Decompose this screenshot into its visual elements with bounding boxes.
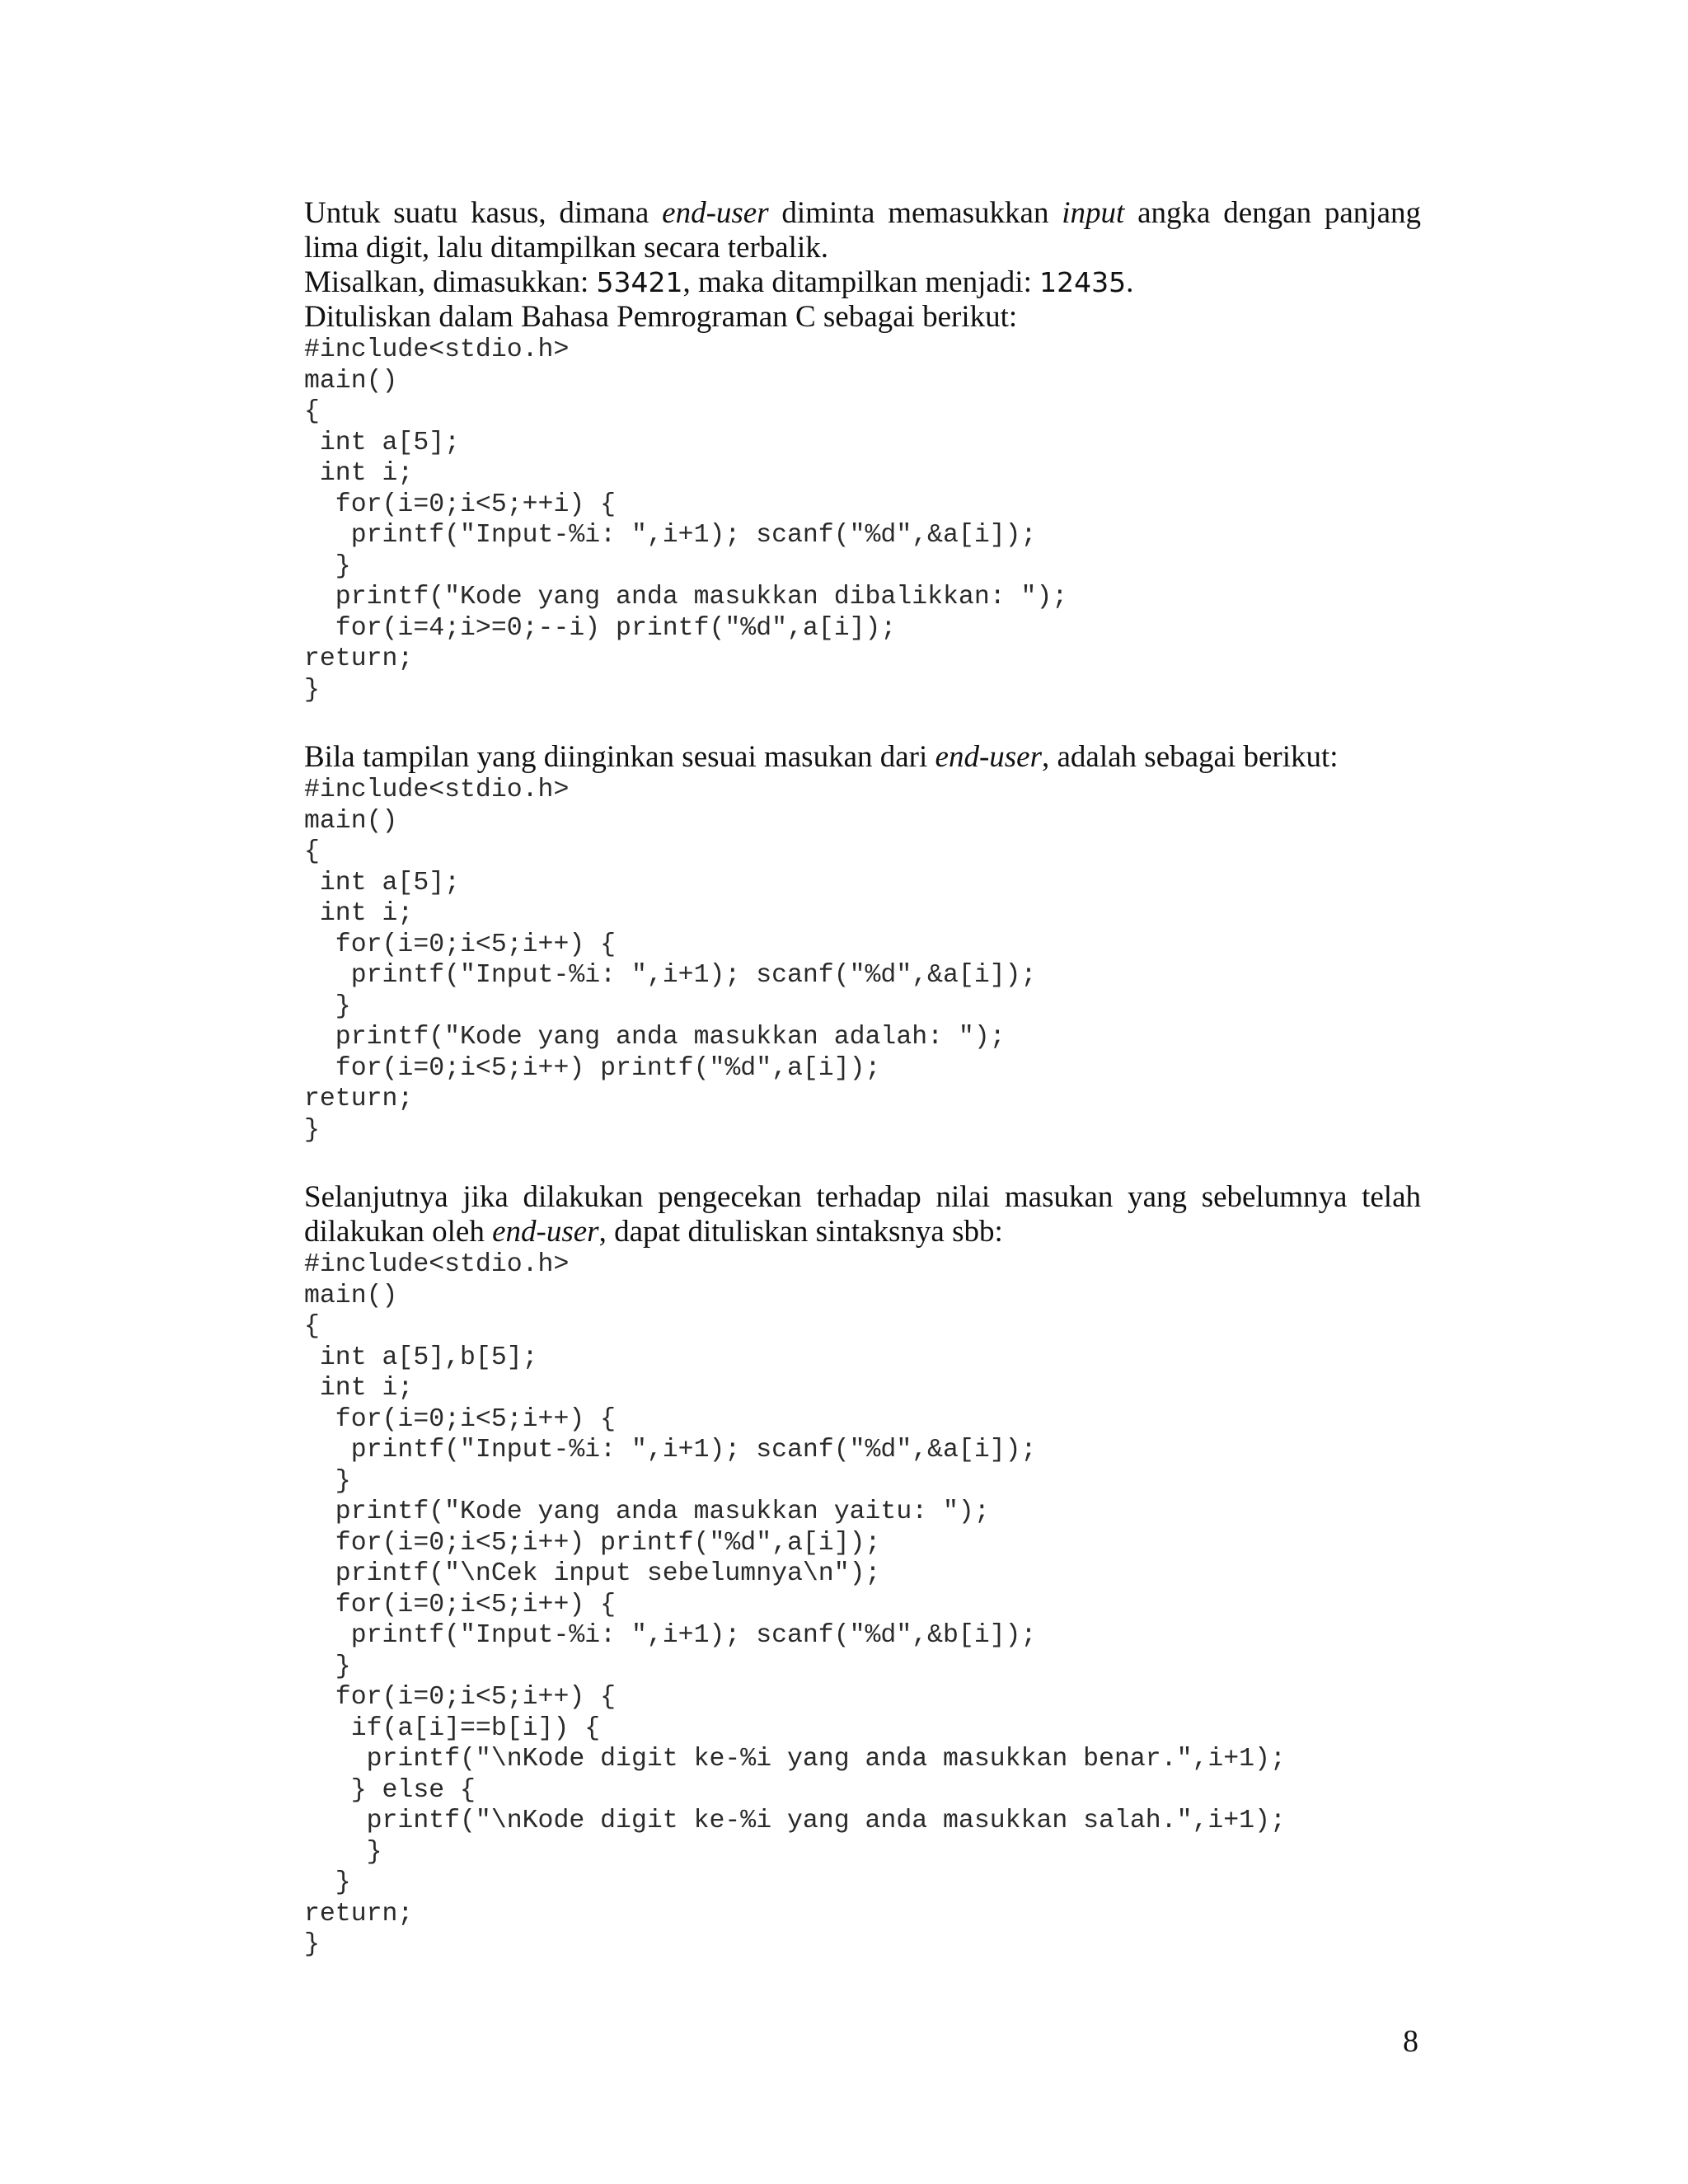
code-line: {: [304, 397, 320, 426]
code-line: return;: [304, 1085, 414, 1113]
code-line: printf("Input-%i: ",i+1); scanf("%d",&a[i]);: [304, 521, 1037, 550]
intro-text-3: angka dengan panjang lima digit, lalu ditampilkan secara terbalik.: [304, 196, 1421, 265]
code-line: main(): [304, 366, 398, 396]
code-line: {: [304, 1312, 320, 1341]
code-line: #include<stdio.h>: [304, 776, 570, 804]
intro-text-2: diminta memasukkan: [768, 196, 1062, 230]
example-paragraph: [304, 265, 1421, 300]
code-line: }: [304, 991, 351, 1021]
example-text-3: .: [1126, 265, 1134, 299]
intro-emphasis-end-user: end-user: [662, 196, 769, 230]
intro-emphasis-input: input: [1062, 196, 1125, 230]
code-lead-3: [304, 1180, 1421, 1249]
code-line: for(i=0;i<5;i++) {: [304, 1404, 617, 1434]
example-input-value: 53421: [596, 266, 683, 298]
code-line: }: [304, 1115, 320, 1145]
code-line: }: [304, 675, 320, 705]
code-line: #include<stdio.h>: [304, 335, 570, 364]
code-line: printf("Kode yang anda masukkan dibalikkan: ");: [304, 583, 1068, 612]
lead3-text-1: Selanjutnya jika dilakukan pengecekan terhadap nilai masukan yang sebelumnya telah dilakukan oleh: [304, 1180, 1421, 1249]
code-line: }: [304, 1466, 351, 1496]
code-line: int i;: [304, 899, 414, 928]
code-line: #include<stdio.h>: [304, 1250, 570, 1279]
code-line: for(i=0;i<5;i++) printf("%d",a[i]);: [304, 1053, 881, 1083]
code-line: int a[5];: [304, 868, 461, 898]
lead2-text-2: , adalah sebagai berikut:: [1042, 740, 1339, 774]
lead3-emphasis-end-user: end-user: [492, 1215, 599, 1249]
code-line: }: [304, 1837, 382, 1867]
code-line: return;: [304, 644, 414, 673]
intro-text-1: Untuk suatu kasus, dimana: [304, 196, 663, 230]
lead3-text-2: , dapat dituliskan sintaksnya sbb:: [598, 1215, 1003, 1249]
example-text-2: , maka ditampilkan menjadi:: [682, 265, 1040, 299]
code-line: printf("Kode yang anda masukkan adalah: ");: [304, 1023, 1006, 1052]
code-line: for(i=0;i<5;i++) {: [304, 930, 617, 959]
lead2-text-1: Bila tampilan yang diinginkan sesuai masukan dari: [304, 740, 935, 774]
code-line: for(i=0;i<5;i++) {: [304, 1590, 617, 1619]
code-block-display: [304, 775, 1421, 1146]
code-line: for(i=0;i<5;i++) printf("%d",a[i]);: [304, 1528, 881, 1558]
code-line: printf("Input-%i: ",i+1); scanf("%d",&b[i]);: [304, 1621, 1037, 1650]
code-line: }: [304, 1930, 320, 1959]
code-line: }: [304, 1652, 351, 1681]
code-line: {: [304, 837, 320, 866]
page-content: [304, 196, 1421, 1961]
code-lead-1: Dituliskan dalam Bahasa Pemrograman C sebagai berikut:: [304, 300, 1018, 334]
spacer: [304, 705, 1421, 740]
code-line: }: [304, 551, 351, 581]
code-line: printf("Input-%i: ",i+1); scanf("%d",&a[i]);: [304, 961, 1037, 990]
code-line: for(i=0;i<5;++i) {: [304, 490, 617, 519]
code-line: } else {: [304, 1775, 476, 1805]
code-line: for(i=4;i>=0;--i) printf("%d",a[i]);: [304, 613, 897, 643]
code-line: int i;: [304, 1374, 414, 1403]
code-line: int a[5];: [304, 428, 461, 457]
example-text-1: Misalkan, dimasukkan:: [304, 265, 597, 299]
code-line: if(a[i]==b[i]) {: [304, 1713, 601, 1743]
code-line: printf("Kode yang anda masukkan yaitu: ");: [304, 1497, 990, 1526]
code-line: printf("\nKode digit ke-%i yang anda masukkan benar.",i+1);: [304, 1745, 1286, 1774]
page-number: 8: [1403, 2024, 1418, 2059]
code-block-check: [304, 1249, 1421, 1961]
code-line: main(): [304, 806, 398, 836]
code-line: main(): [304, 1281, 398, 1310]
code-line: }: [304, 1868, 351, 1897]
code-line: printf("\nCek input sebelumnya\n");: [304, 1559, 881, 1588]
code-line: printf("\nKode digit ke-%i yang anda masukkan salah.",i+1);: [304, 1807, 1286, 1835]
code-line: int i;: [304, 459, 414, 488]
lead2-emphasis-end-user: end-user: [935, 740, 1042, 774]
intro-paragraph: [304, 196, 1421, 265]
code-line: int a[5],b[5];: [304, 1343, 538, 1372]
code-block-reverse: [304, 335, 1421, 705]
code-line: return;: [304, 1899, 414, 1929]
example-output-value: 12435: [1039, 266, 1127, 298]
spacer: [304, 1146, 1421, 1180]
code-lead-2: [304, 740, 1421, 775]
code-line: for(i=0;i<5;i++) {: [304, 1683, 617, 1712]
code-line: printf("Input-%i: ",i+1); scanf("%d",&a[i]);: [304, 1436, 1037, 1465]
